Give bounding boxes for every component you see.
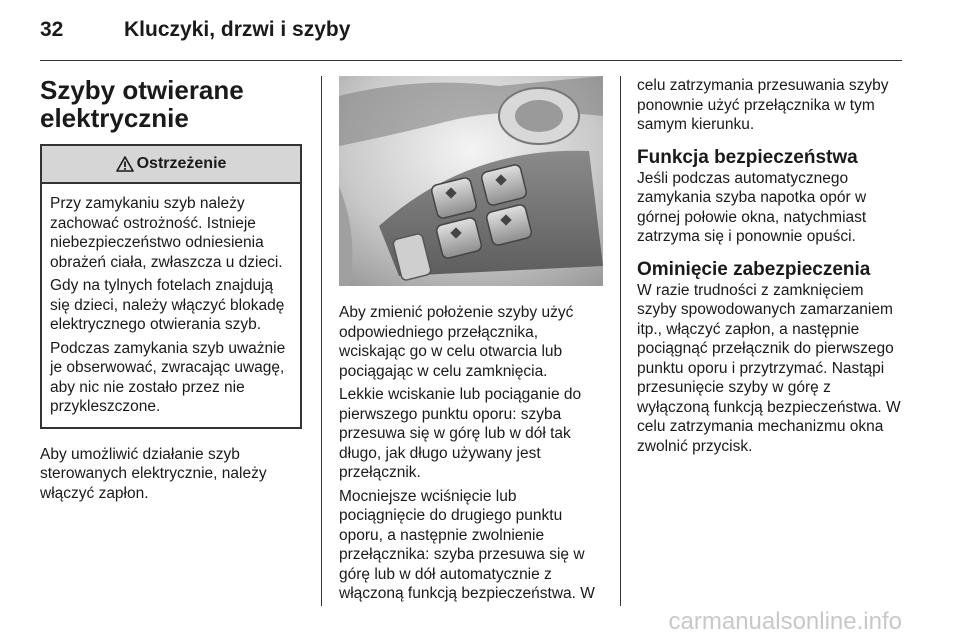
header-rule — [40, 60, 902, 61]
section-title-line1: Szyby otwierane — [40, 75, 244, 105]
column-divider-2 — [620, 76, 621, 606]
body-paragraph: Aby zmienić położenie szyby użyć odpowiedniego przełącznika, wciskając go w celu otwarcia lub pociągając w celu zamknięcia. — [339, 304, 574, 380]
body-paragraph: Mocniejsze wciśnięcie lub pociągnięcie do drugiego punktu oporu, a następnie zwolnienie przełącznika: szyba przesuwa się w górę lub w dół automatycznie z włączoną funkcją bezpieczeństwa. W — [339, 487, 595, 602]
continuation-paragraph: celu zatrzymania przesuwania szyby ponownie użyć przełącznika w tym samym kierunku. — [637, 77, 889, 133]
column-2 — [339, 76, 604, 608]
warning-header — [42, 146, 300, 184]
warning-paragraph: Gdy na tylnych fotelach znajdują się dzieci, należy włączyć blokadę elektrycznego otwierania szyb. — [50, 277, 285, 333]
door-window-switch-photo — [339, 76, 603, 286]
warning-heading: Ostrzeżenie — [136, 155, 227, 173]
warning-paragraph: Przy zamykaniu szyb należy zachować ostrożność. Istnieje niebezpieczeństwo odniesienia obrażeń ciała, zwłaszcza u dzieci. — [50, 195, 283, 271]
ignition-note: Aby umożliwić działanie szyb sterowanych elektrycznie, należy włączyć zapłon. — [40, 445, 267, 502]
warning-paragraph: Podczas zamykania szyb uważnie je obserwować, zwracając uwagę, aby nic nie zostało przez nie przykleszczone. — [50, 339, 286, 415]
warning-box — [40, 144, 302, 429]
section-title — [40, 76, 280, 132]
safety-function-text: Jeśli podczas automatycznego zamykania szyba napotka opór w górnej połowie okna, natychmiast zatrzyma się i ponownie opuści. — [637, 169, 867, 245]
column-divider-1 — [321, 76, 322, 606]
column-3 — [637, 76, 905, 460]
body-paragraph: Lekkie wciskanie lub pociąganie do pierwszego punktu oporu: szyba przesuwa się w górę lub w dół tak długo, jak długo używany jest przełącznik. — [339, 386, 582, 481]
section-title-line2: elektrycznie — [40, 103, 189, 133]
safety-function-heading: Funkcja bezpieczeństwa — [637, 146, 858, 168]
chapter-title: Kluczyki, drzwi i szyby — [124, 18, 351, 41]
warning-triangle-icon — [116, 156, 134, 172]
warning-body — [42, 184, 300, 427]
safety-override-heading: Ominięcie zabezpieczenia — [637, 258, 871, 280]
page-number: 32 — [40, 18, 64, 41]
safety-override-text: W razie trudności z zamknięciem szyby spowodowanych zamarzaniem itp., włączyć zapłon, a następnie pociągnąć przełącznik do pierwszego punktu oporu i przytrzymać. Nastąpi przesunięcie szyby w górę z wyłączoną funkcją bezpieczeństwa. W celu zatrzymania mechanizmu okna zwolnić przycisk. — [637, 281, 901, 455]
watermark: carmanualsonline.info — [668, 608, 902, 635]
column-1 — [40, 76, 302, 507]
